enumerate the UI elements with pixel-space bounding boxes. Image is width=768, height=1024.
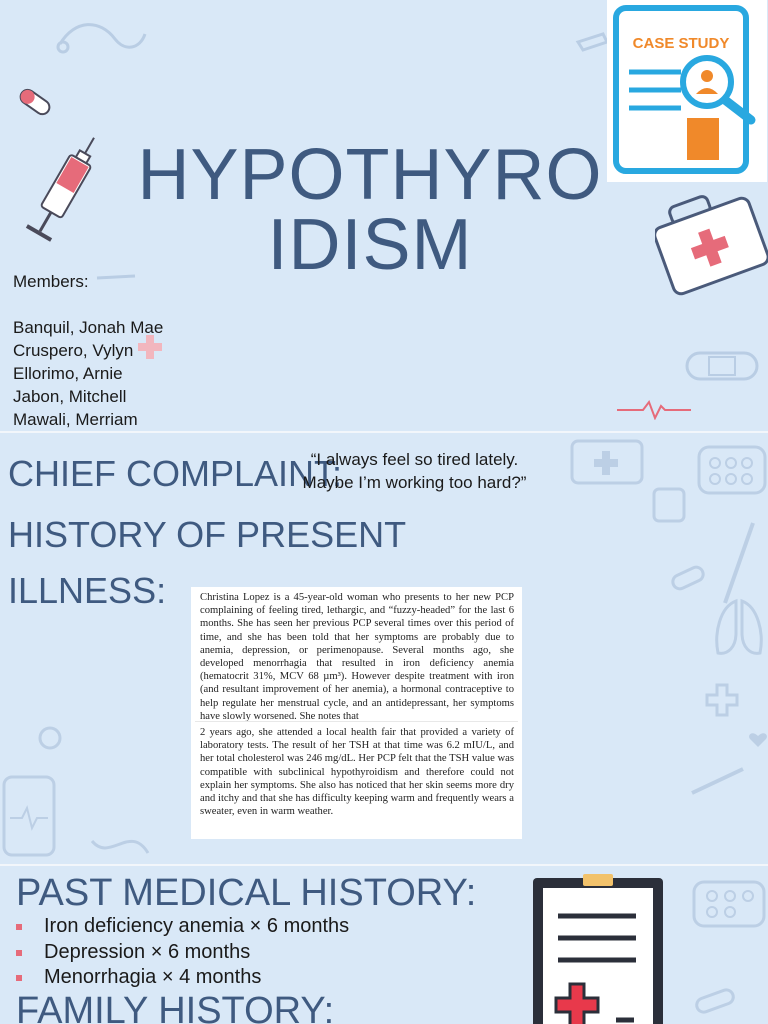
blood-bag-icon — [648, 483, 693, 528]
pill-pack-icon — [690, 876, 768, 934]
family-history-heading: FAMILY HISTORY: — [16, 990, 335, 1024]
member-name: Jabon, Mitchell — [13, 387, 127, 406]
chief-complaint-quote — [272, 448, 557, 494]
past-medical-history-list — [16, 914, 349, 991]
quote-line: “I always feel so tired lately. — [310, 450, 519, 469]
list-item-text: Iron deficiency anemia × 6 months — [44, 915, 350, 937]
bullet — [16, 975, 22, 981]
title-line-1: HYPOTHYRO — [137, 135, 603, 215]
phone-ecg-icon — [0, 773, 60, 858]
clipboard-icon — [530, 874, 668, 1024]
cross-icon — [705, 683, 739, 717]
stethoscope-icon — [55, 14, 150, 64]
members-block — [13, 270, 163, 431]
thermometer-icon — [688, 763, 748, 798]
bandage-icon — [683, 345, 761, 387]
pill-icon — [15, 85, 55, 119]
lungs-icon — [710, 593, 768, 663]
list-item — [16, 940, 349, 966]
member-name: Mawali, Merriam — [13, 410, 138, 429]
capsule-icon — [668, 563, 708, 593]
list-item — [16, 965, 349, 991]
pill-pack-icon — [695, 441, 768, 501]
case-study-label: CASE STUDY — [632, 35, 730, 52]
history-present-illness-heading: HISTORY OF PRESENT ILLNESS: — [8, 514, 406, 611]
case-excerpt — [191, 587, 522, 839]
first-aid-kit-icon — [568, 433, 648, 488]
title-line-2: IDISM — [267, 205, 473, 285]
member-name: Ellorimo, Arnie — [13, 364, 123, 383]
case-excerpt-paragraph-1: Christina Lopez is a 45-year-old woman who presents to her new PCP complaining of feeling tired, lethargic, and “fuzzy-headed” for the last 6 months. She has seen her previous PCP several times over this period of time, and she has been told that her symptoms are probably due to anemia, depression, or perimenopause. Several months ago, she developed menorrhagia that resulted in iron deficiency anemia (hematocrit 31%, MCV 68 µm³). However despite treatment with iron (and resultant improvement of her anemia), a hormonal contraceptive to help regulate her menstrual cycle, and an antidepressant, her symptoms have slowly worsened. She notes that — [200, 592, 514, 721]
chief-complaint-heading: CHIEF COMPLAINT: — [8, 453, 343, 494]
members-label: Members: — [13, 272, 89, 291]
medical-history-slide — [0, 866, 768, 1024]
heart-icon — [748, 731, 768, 749]
bullet — [16, 950, 22, 956]
capsule-icon — [690, 986, 740, 1016]
past-medical-history-heading: PAST MEDICAL HISTORY: — [16, 872, 477, 914]
quote-line: Maybe I’m working too hard?” — [302, 473, 527, 492]
list-item-text: Menorrhagia × 4 months — [44, 966, 262, 988]
list-item-text: Depression × 6 months — [44, 940, 251, 963]
eye-dropper-icon — [575, 28, 610, 56]
member-name: Cruspero, Vylyn — [13, 341, 134, 360]
member-name: Banquil, Jonah Mae — [13, 318, 164, 337]
case-excerpt-paragraph-2: 2 years ago, she attended a local health fair that provided a variety of laboratory tests. The result of her TSH at that time was 6.2 mIU/L, and her total cholesterol was 246 mg/dL. Her PCP felt that the TSH value was compatible with subclinical hypothyroidism and therefore could not explain her symptoms. She also has noticed that her skin seems more dry and itchy and that she has difficulty keeping warm and frequently wears a sweater, even in warm weather. — [200, 727, 514, 818]
title-slide — [0, 0, 768, 431]
list-item — [16, 914, 349, 940]
bullet — [16, 924, 22, 930]
dna-icon — [90, 833, 150, 863]
virus-icon — [30, 718, 70, 758]
chief-complaint-slide — [0, 433, 768, 864]
heartbeat-line-icon — [615, 398, 693, 420]
